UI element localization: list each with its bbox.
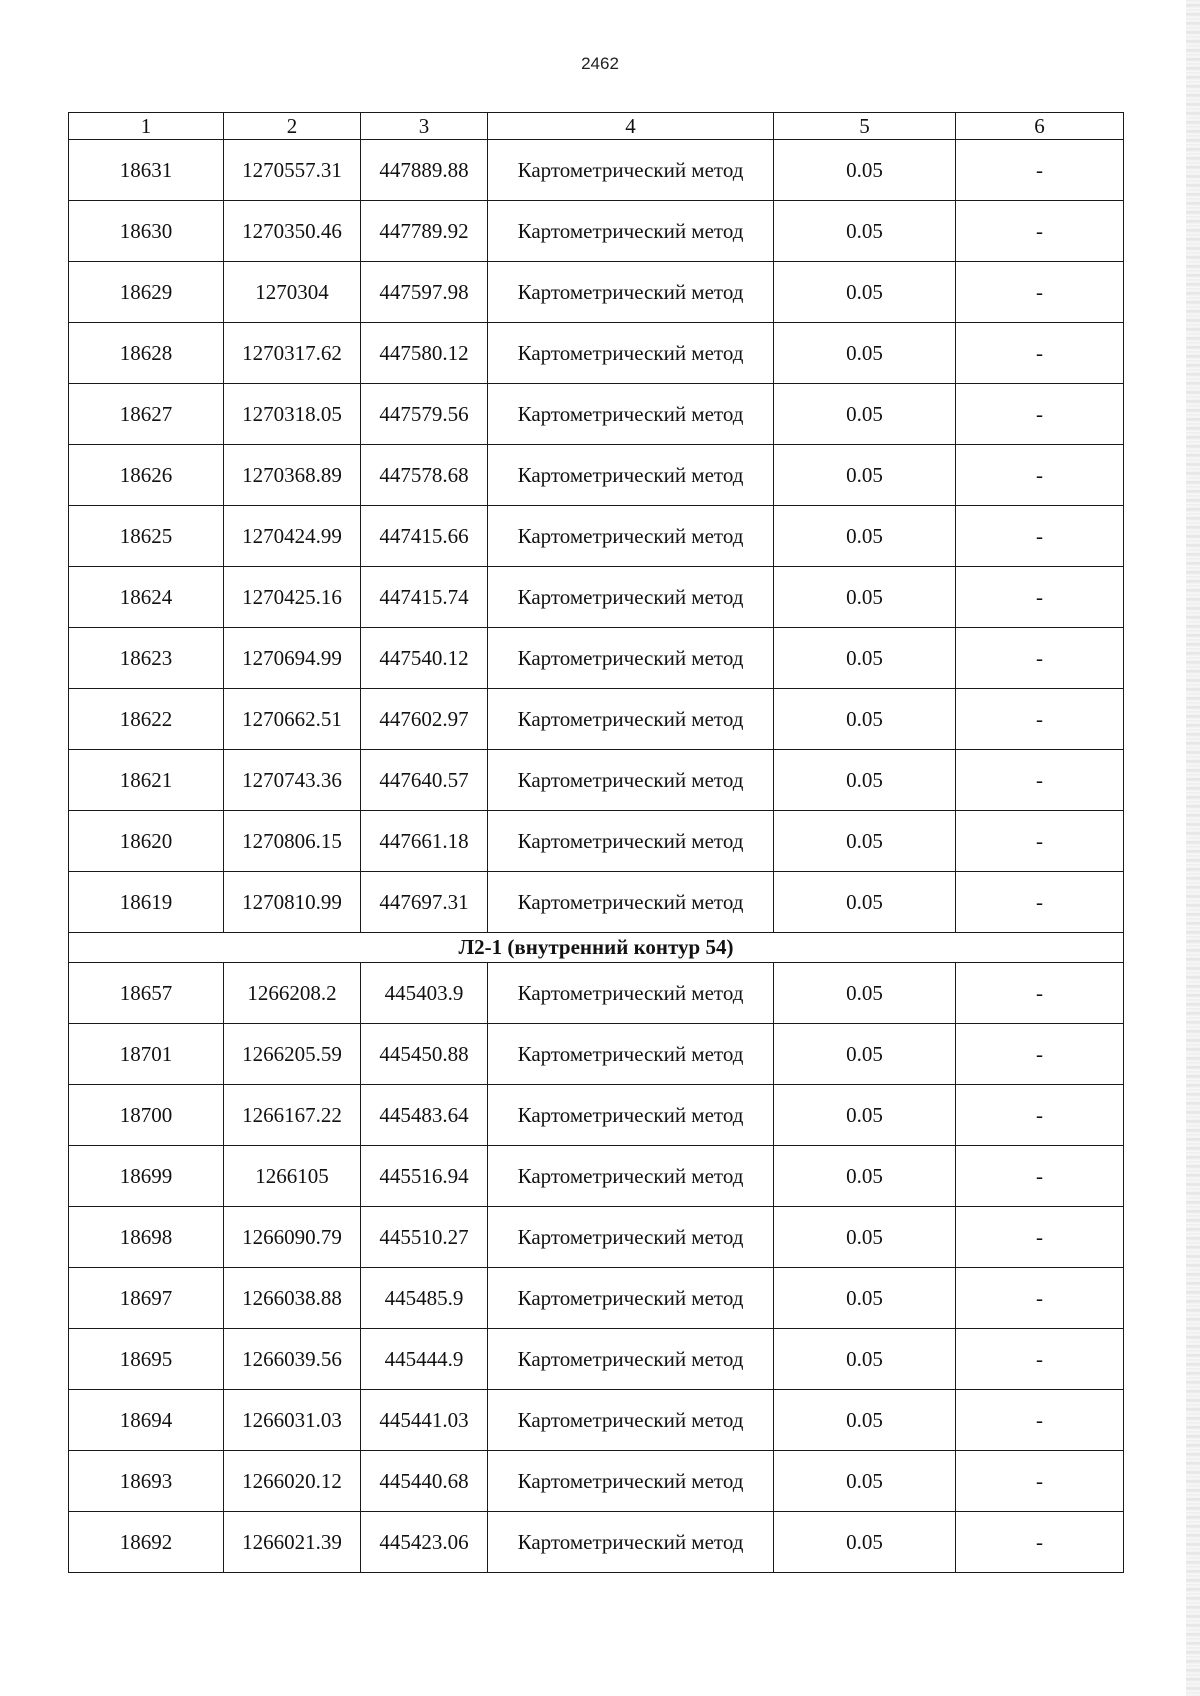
coordinates-table	[68, 112, 1124, 1573]
point-number-cell: 18625	[69, 506, 224, 567]
table-row	[69, 872, 1124, 933]
note-cell: -	[956, 445, 1124, 506]
note-cell: -	[956, 1390, 1124, 1451]
table-header-row	[69, 113, 1124, 140]
section-title: Л2-1 (внутренний контур 54)	[69, 933, 1124, 963]
method-cell: Картометрический метод	[488, 1024, 774, 1085]
accuracy-cell: 0.05	[774, 567, 956, 628]
method-cell: Картометрический метод	[488, 140, 774, 201]
x-coordinate-cell: 1266038.88	[224, 1268, 361, 1329]
accuracy-cell: 0.05	[774, 1024, 956, 1085]
x-coordinate-cell: 1266208.2	[224, 963, 361, 1024]
note-cell: -	[956, 384, 1124, 445]
table-row	[69, 323, 1124, 384]
note-cell: -	[956, 811, 1124, 872]
x-coordinate-cell: 1270350.46	[224, 201, 361, 262]
page-number: 2462	[581, 54, 619, 73]
point-number-cell: 18630	[69, 201, 224, 262]
x-coordinate-cell: 1266031.03	[224, 1390, 361, 1451]
method-cell: Картометрический метод	[488, 963, 774, 1024]
table-row	[69, 1146, 1124, 1207]
y-coordinate-cell: 445423.06	[361, 1512, 488, 1573]
table-row	[69, 567, 1124, 628]
point-number-cell: 18628	[69, 323, 224, 384]
accuracy-cell: 0.05	[774, 506, 956, 567]
method-cell: Картометрический метод	[488, 811, 774, 872]
x-coordinate-cell: 1270557.31	[224, 140, 361, 201]
y-coordinate-cell: 445450.88	[361, 1024, 488, 1085]
accuracy-cell: 0.05	[774, 1268, 956, 1329]
note-cell: -	[956, 1085, 1124, 1146]
note-cell: -	[956, 1207, 1124, 1268]
x-coordinate-cell: 1270425.16	[224, 567, 361, 628]
table-row	[69, 140, 1124, 201]
x-coordinate-cell: 1270694.99	[224, 628, 361, 689]
method-cell: Картометрический метод	[488, 506, 774, 567]
accuracy-cell: 0.05	[774, 1207, 956, 1268]
accuracy-cell: 0.05	[774, 1390, 956, 1451]
accuracy-cell: 0.05	[774, 963, 956, 1024]
accuracy-cell: 0.05	[774, 140, 956, 201]
x-coordinate-cell: 1270806.15	[224, 811, 361, 872]
point-number-cell: 18620	[69, 811, 224, 872]
point-number-cell: 18694	[69, 1390, 224, 1451]
header-cell: 1	[69, 113, 224, 140]
y-coordinate-cell: 447597.98	[361, 262, 488, 323]
y-coordinate-cell: 447661.18	[361, 811, 488, 872]
x-coordinate-cell: 1270662.51	[224, 689, 361, 750]
method-cell: Картометрический метод	[488, 1329, 774, 1390]
table-row	[69, 628, 1124, 689]
note-cell: -	[956, 963, 1124, 1024]
y-coordinate-cell: 447789.92	[361, 201, 488, 262]
note-cell: -	[956, 1024, 1124, 1085]
accuracy-cell: 0.05	[774, 628, 956, 689]
y-coordinate-cell: 445483.64	[361, 1085, 488, 1146]
y-coordinate-cell: 447697.31	[361, 872, 488, 933]
accuracy-cell: 0.05	[774, 384, 956, 445]
table-row	[69, 262, 1124, 323]
y-coordinate-cell: 447602.97	[361, 689, 488, 750]
section-header-row	[69, 933, 1124, 963]
point-number-cell: 18626	[69, 445, 224, 506]
y-coordinate-cell: 445516.94	[361, 1146, 488, 1207]
note-cell: -	[956, 567, 1124, 628]
table-row	[69, 1390, 1124, 1451]
x-coordinate-cell: 1266167.22	[224, 1085, 361, 1146]
note-cell: -	[956, 689, 1124, 750]
method-cell: Картометрический метод	[488, 1451, 774, 1512]
note-cell: -	[956, 872, 1124, 933]
table-row	[69, 445, 1124, 506]
table-row	[69, 1207, 1124, 1268]
method-cell: Картометрический метод	[488, 323, 774, 384]
note-cell: -	[956, 1512, 1124, 1573]
method-cell: Картометрический метод	[488, 689, 774, 750]
y-coordinate-cell: 447415.66	[361, 506, 488, 567]
accuracy-cell: 0.05	[774, 1512, 956, 1573]
point-number-cell: 18657	[69, 963, 224, 1024]
table-body	[69, 113, 1124, 1573]
point-number-cell: 18621	[69, 750, 224, 811]
method-cell: Картометрический метод	[488, 445, 774, 506]
method-cell: Картометрический метод	[488, 1207, 774, 1268]
note-cell: -	[956, 1146, 1124, 1207]
accuracy-cell: 0.05	[774, 1451, 956, 1512]
method-cell: Картометрический метод	[488, 201, 774, 262]
accuracy-cell: 0.05	[774, 323, 956, 384]
note-cell: -	[956, 323, 1124, 384]
accuracy-cell: 0.05	[774, 689, 956, 750]
note-cell: -	[956, 1451, 1124, 1512]
x-coordinate-cell: 1266090.79	[224, 1207, 361, 1268]
method-cell: Картометрический метод	[488, 872, 774, 933]
accuracy-cell: 0.05	[774, 262, 956, 323]
table-row	[69, 1024, 1124, 1085]
table-row	[69, 689, 1124, 750]
point-number-cell: 18624	[69, 567, 224, 628]
accuracy-cell: 0.05	[774, 1085, 956, 1146]
accuracy-cell: 0.05	[774, 201, 956, 262]
method-cell: Картометрический метод	[488, 1512, 774, 1573]
x-coordinate-cell: 1266039.56	[224, 1329, 361, 1390]
method-cell: Картометрический метод	[488, 750, 774, 811]
method-cell: Картометрический метод	[488, 262, 774, 323]
x-coordinate-cell: 1270810.99	[224, 872, 361, 933]
y-coordinate-cell: 445440.68	[361, 1451, 488, 1512]
accuracy-cell: 0.05	[774, 750, 956, 811]
y-coordinate-cell: 445510.27	[361, 1207, 488, 1268]
note-cell: -	[956, 1329, 1124, 1390]
table-row	[69, 201, 1124, 262]
x-coordinate-cell: 1266021.39	[224, 1512, 361, 1573]
header-cell: 2	[224, 113, 361, 140]
point-number-cell: 18699	[69, 1146, 224, 1207]
point-number-cell: 18701	[69, 1024, 224, 1085]
x-coordinate-cell: 1270304	[224, 262, 361, 323]
point-number-cell: 18692	[69, 1512, 224, 1573]
method-cell: Картометрический метод	[488, 628, 774, 689]
x-coordinate-cell: 1270743.36	[224, 750, 361, 811]
x-coordinate-cell: 1270368.89	[224, 445, 361, 506]
note-cell: -	[956, 262, 1124, 323]
table-row	[69, 750, 1124, 811]
note-cell: -	[956, 506, 1124, 567]
x-coordinate-cell: 1270424.99	[224, 506, 361, 567]
scan-edge-artifact	[1186, 0, 1200, 1696]
y-coordinate-cell: 447579.56	[361, 384, 488, 445]
x-coordinate-cell: 1266205.59	[224, 1024, 361, 1085]
table-row	[69, 1085, 1124, 1146]
accuracy-cell: 0.05	[774, 445, 956, 506]
accuracy-cell: 0.05	[774, 1146, 956, 1207]
y-coordinate-cell: 447889.88	[361, 140, 488, 201]
method-cell: Картометрический метод	[488, 1146, 774, 1207]
y-coordinate-cell: 445441.03	[361, 1390, 488, 1451]
header-cell: 6	[956, 113, 1124, 140]
accuracy-cell: 0.05	[774, 1329, 956, 1390]
x-coordinate-cell: 1270318.05	[224, 384, 361, 445]
point-number-cell: 18697	[69, 1268, 224, 1329]
header-cell: 4	[488, 113, 774, 140]
note-cell: -	[956, 628, 1124, 689]
point-number-cell: 18698	[69, 1207, 224, 1268]
point-number-cell: 18619	[69, 872, 224, 933]
accuracy-cell: 0.05	[774, 811, 956, 872]
point-number-cell: 18627	[69, 384, 224, 445]
table-row	[69, 384, 1124, 445]
note-cell: -	[956, 201, 1124, 262]
x-coordinate-cell: 1266020.12	[224, 1451, 361, 1512]
note-cell: -	[956, 140, 1124, 201]
accuracy-cell: 0.05	[774, 872, 956, 933]
method-cell: Картометрический метод	[488, 567, 774, 628]
table-row	[69, 1268, 1124, 1329]
point-number-cell: 18700	[69, 1085, 224, 1146]
y-coordinate-cell: 447540.12	[361, 628, 488, 689]
note-cell: -	[956, 750, 1124, 811]
table-row	[69, 1329, 1124, 1390]
y-coordinate-cell: 447640.57	[361, 750, 488, 811]
point-number-cell: 18631	[69, 140, 224, 201]
point-number-cell: 18629	[69, 262, 224, 323]
y-coordinate-cell: 445444.9	[361, 1329, 488, 1390]
y-coordinate-cell: 445485.9	[361, 1268, 488, 1329]
method-cell: Картометрический метод	[488, 1390, 774, 1451]
x-coordinate-cell: 1266105	[224, 1146, 361, 1207]
table-row	[69, 506, 1124, 567]
point-number-cell: 18693	[69, 1451, 224, 1512]
point-number-cell: 18622	[69, 689, 224, 750]
point-number-cell: 18695	[69, 1329, 224, 1390]
y-coordinate-cell: 447415.74	[361, 567, 488, 628]
method-cell: Картометрический метод	[488, 1268, 774, 1329]
method-cell: Картометрический метод	[488, 384, 774, 445]
table-row	[69, 1512, 1124, 1573]
note-cell: -	[956, 1268, 1124, 1329]
y-coordinate-cell: 447578.68	[361, 445, 488, 506]
point-number-cell: 18623	[69, 628, 224, 689]
y-coordinate-cell: 447580.12	[361, 323, 488, 384]
method-cell: Картометрический метод	[488, 1085, 774, 1146]
table-row	[69, 1451, 1124, 1512]
header-cell: 3	[361, 113, 488, 140]
x-coordinate-cell: 1270317.62	[224, 323, 361, 384]
table-row	[69, 811, 1124, 872]
header-cell: 5	[774, 113, 956, 140]
y-coordinate-cell: 445403.9	[361, 963, 488, 1024]
table-row	[69, 963, 1124, 1024]
